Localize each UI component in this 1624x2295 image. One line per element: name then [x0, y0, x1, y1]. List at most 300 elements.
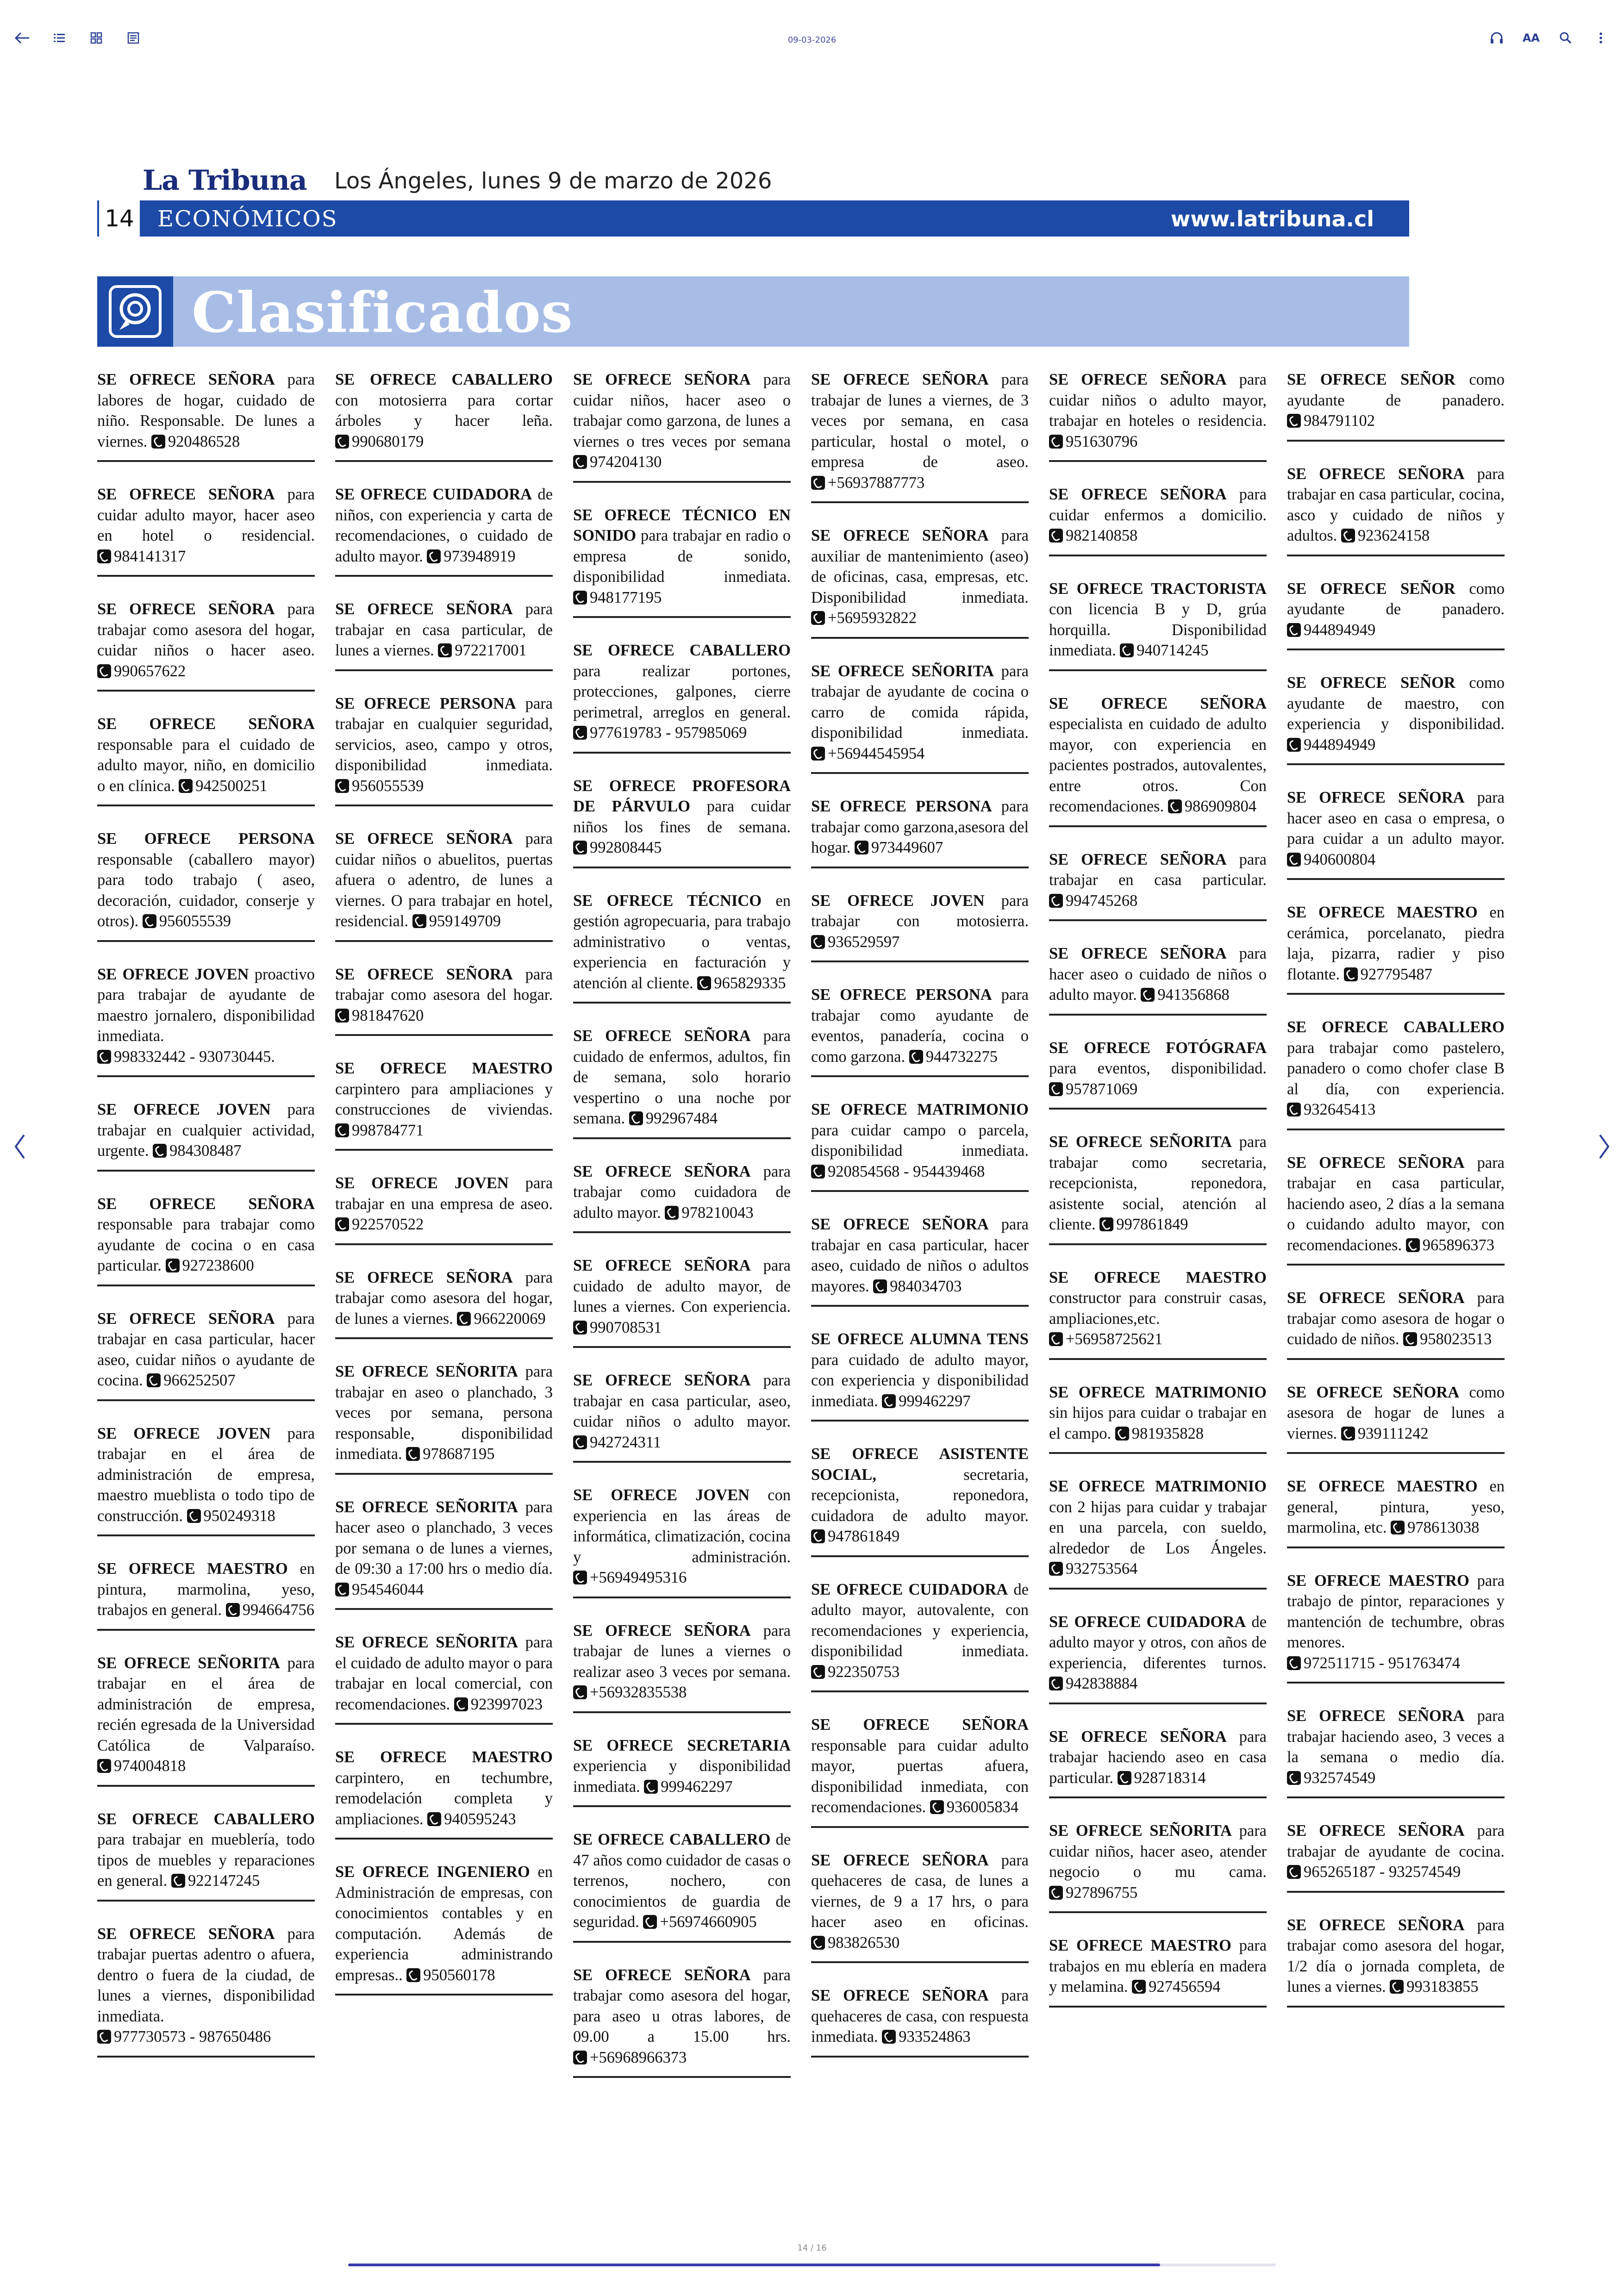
- ad-phone[interactable]: [335, 1122, 424, 1139]
- ad-body: para trabajar en casa particular, hacer aseo, cuidar niños o ayudante de cocina.: [97, 1310, 315, 1389]
- ad-phone[interactable]: [1344, 966, 1432, 983]
- ad-heading: SE OFRECE SEÑOR: [1287, 674, 1455, 692]
- ad-body: para trabajar en aseo o planchado, 3 veces por semana, persona responsable, disponibilidad inmediata.: [335, 1363, 553, 1463]
- ad-body: para cuidado de enfermos, adultos, fin de semana, solo horario vespertino o una noche por semana.: [573, 1027, 791, 1127]
- ad-phone[interactable]: [1115, 1425, 1204, 1442]
- ad-body: con licencia B y D, grúa horquilla. Disponibilidad inmediata.: [1049, 600, 1267, 659]
- ad-phone[interactable]: [873, 1278, 962, 1295]
- phone-icon: [1390, 1980, 1404, 1994]
- phone-icon: [97, 549, 111, 563]
- phone-number: 958023513: [1420, 1330, 1492, 1348]
- ad-text: [97, 829, 315, 932]
- phone-number: 950560178: [423, 1966, 495, 1984]
- phone-number: 990680179: [352, 432, 424, 450]
- ad-phone[interactable]: [573, 2049, 687, 2066]
- phone-icon: [811, 747, 825, 761]
- ad-phone[interactable]: [1403, 1330, 1492, 1348]
- ad-phone[interactable]: [811, 1934, 899, 1952]
- classified-ad: [335, 366, 553, 462]
- classified-ad: [811, 657, 1029, 774]
- phone-icon: [1049, 435, 1063, 449]
- phone-icon: [1049, 529, 1063, 543]
- phone-icon: [143, 914, 156, 928]
- ad-phone[interactable]: [573, 724, 747, 742]
- classified-ad: [1049, 1264, 1267, 1360]
- ad-body: en Administración de empresas, con conocimientos contables y en computación. Además de experiencia administrando empresas..: [335, 1863, 553, 1984]
- ad-phone[interactable]: [1287, 736, 1375, 754]
- ad-phone[interactable]: [151, 433, 240, 450]
- ad-text: [1049, 1038, 1267, 1100]
- ad-text: [811, 1214, 1029, 1297]
- ad-phone[interactable]: [97, 1757, 186, 1775]
- ad-body: responsable para trabajar como ayudante de cocina o en casa particular.: [97, 1216, 315, 1274]
- ad-body: para trabajar como cuidadora de adulto mayor.: [573, 1162, 791, 1222]
- ad-phone[interactable]: [697, 974, 786, 992]
- classified-ad: [811, 522, 1029, 639]
- ad-text: [335, 693, 553, 797]
- phone-icon: [1115, 1427, 1129, 1441]
- ad-phone[interactable]: [855, 839, 943, 856]
- ad-body: como ayudante de panadero.: [1287, 580, 1505, 618]
- ad-heading: SE OFRECE SEÑORA: [1049, 850, 1227, 868]
- classified-ad: [811, 1096, 1029, 1192]
- phone-icon: [1287, 623, 1301, 637]
- ad-phone[interactable]: [438, 642, 526, 659]
- ad-text: [1049, 1476, 1267, 1579]
- phone-icon: [97, 1759, 111, 1773]
- phone-number: 994745268: [1066, 892, 1138, 910]
- ad-body: como asesora de hogar de lunes a viernes.: [1287, 1383, 1505, 1442]
- ad-phone[interactable]: [1287, 1769, 1375, 1787]
- ad-text: [811, 525, 1029, 629]
- classified-ad: [335, 825, 553, 942]
- ad-phone[interactable]: [143, 912, 231, 930]
- phone-number: 974204130: [590, 453, 662, 471]
- classified-ad: [97, 710, 315, 806]
- classified-ad: [1287, 575, 1505, 651]
- classified-ad: [335, 1169, 553, 1245]
- ad-text: [335, 1747, 553, 1829]
- ad-body: para cuidar enfermos a domicilio.: [1049, 486, 1267, 524]
- ad-text: [1287, 1821, 1505, 1883]
- phone-number: 944894949: [1304, 736, 1376, 754]
- ad-phone[interactable]: [1406, 1236, 1494, 1254]
- phone-icon: [1344, 967, 1358, 981]
- ad-body: en gestión agropecuaria, para trabajo administrativo o ventas, experiencia en facturación y atención al cliente.: [573, 892, 791, 992]
- ad-phone[interactable]: [573, 589, 662, 606]
- classified-ad: [1287, 669, 1505, 765]
- ad-body: para trabajar como ayudante de eventos, panadería, cocina o como garzona.: [811, 986, 1029, 1066]
- ad-text: [335, 829, 553, 932]
- ad-body: para cuidar niños, hacer aseo o trabajar como garzona, de lunes a viernes o tres veces por semana: [573, 371, 791, 450]
- phone-icon: [882, 2030, 896, 2044]
- phone-number: 927795487: [1360, 965, 1432, 983]
- phone-number: +56944545954: [828, 744, 925, 762]
- ad-phone[interactable]: [882, 2028, 970, 2046]
- classified-ad: [97, 1555, 315, 1631]
- clasificados-banner: [97, 276, 1409, 347]
- ad-phone[interactable]: [427, 548, 515, 565]
- classified-ad: [811, 366, 1029, 503]
- ad-phone[interactable]: [406, 1966, 495, 1984]
- ad-phone[interactable]: [97, 1048, 275, 1066]
- ad-heading: SE OFRECE SEÑORA: [335, 1268, 513, 1286]
- page-number: 14: [97, 200, 140, 237]
- ad-heading: SE OFRECE SEÑORITA: [1049, 1822, 1232, 1840]
- phone-icon: [909, 1050, 923, 1064]
- ad-phone[interactable]: [665, 1204, 753, 1222]
- ad-phone[interactable]: [335, 1581, 424, 1598]
- ad-phone[interactable]: [573, 1684, 687, 1701]
- ad-heading: SE OFRECE SEÑORA: [573, 1162, 751, 1180]
- ad-text: [811, 1715, 1029, 1818]
- website-url: www.latribuna.cl: [1170, 206, 1374, 231]
- phone-icon: [811, 1936, 825, 1950]
- classified-ad: [1287, 1378, 1505, 1454]
- phone-number: 965265187 - 932574549: [1304, 1863, 1461, 1881]
- phone-number: 928718314: [1134, 1769, 1206, 1787]
- classified-ad: [97, 1920, 315, 2058]
- phone-icon: [335, 435, 349, 449]
- ad-phone[interactable]: [179, 777, 267, 795]
- phone-icon: [1391, 1521, 1405, 1534]
- phone-number: 954546044: [352, 1580, 424, 1598]
- ad-heading: SE OFRECE JOVEN: [97, 1424, 271, 1442]
- phone-icon: [1287, 738, 1301, 752]
- phone-icon: [147, 1373, 161, 1387]
- ad-phone[interactable]: [811, 1663, 899, 1681]
- ad-phone[interactable]: [573, 453, 662, 471]
- phone-icon: [1341, 1427, 1355, 1441]
- ad-body: proactivo para trabajar de ayudante de maestro jornalero, disponibilidad inmediata.: [97, 965, 315, 1045]
- phone-icon: [573, 1685, 587, 1699]
- ad-column: [811, 366, 1029, 2076]
- ad-heading: SE OFRECE MAESTRO: [335, 1060, 553, 1077]
- phone-number: 972217001: [455, 642, 527, 659]
- ad-body: para trabajar en casa particular, de lunes a viernes.: [335, 600, 553, 659]
- ad-phone[interactable]: [811, 1528, 899, 1545]
- classified-ad: [811, 1982, 1029, 2058]
- ad-phone[interactable]: [1287, 1863, 1461, 1881]
- phone-number: 927896755: [1066, 1883, 1138, 1902]
- previous-page-arrow-icon[interactable]: [10, 1130, 29, 1163]
- ad-body: secretaria, recepcionista, reponedora, cuidadora de adulto mayor.: [811, 1466, 1029, 1525]
- ad-phone[interactable]: [1287, 412, 1375, 430]
- classified-ad: [335, 1264, 553, 1340]
- ad-text: [1287, 1915, 1505, 1997]
- ad-heading: SE OFRECE SEÑORA: [335, 830, 513, 848]
- ad-body: para trabajar en casa particular, aseo, cuidar niños o adulto mayor.: [573, 1372, 791, 1430]
- classified-ad: [335, 1628, 553, 1725]
- ad-phone[interactable]: [335, 433, 424, 450]
- ad-phone[interactable]: [457, 1310, 545, 1328]
- ad-text: [811, 1850, 1029, 1953]
- phone-number: 944894949: [1304, 621, 1376, 639]
- ad-column: [1049, 366, 1267, 2026]
- ad-body: carpintero para ampliaciones y construcciones de viviendas.: [335, 1080, 553, 1118]
- classified-ad: [97, 1096, 315, 1172]
- ad-text: [97, 1924, 315, 2047]
- ad-phone[interactable]: [1341, 527, 1430, 544]
- phone-icon: [573, 1435, 587, 1449]
- ad-phone[interactable]: [1099, 1216, 1188, 1233]
- ad-phone[interactable]: [454, 1696, 543, 1713]
- ad-heading: SE OFRECE SEÑORA: [811, 371, 989, 388]
- phone-number: 973449607: [871, 839, 943, 856]
- ad-phone[interactable]: [1049, 1330, 1162, 1348]
- ad-heading: SE OFRECE JOVEN: [335, 1174, 509, 1192]
- ad-body: para trabajar de ayudante de cocina o carro de comida rápida, disponibilidad inmediata.: [811, 662, 1029, 742]
- classified-ad: [1287, 460, 1505, 556]
- ad-body: para trabajar en cualquier actividad, urgente.: [97, 1101, 315, 1160]
- classified-ad: [573, 1158, 791, 1234]
- phone-number: 981935828: [1131, 1424, 1204, 1442]
- classified-ad: [1287, 1911, 1505, 2008]
- classified-ad: [1049, 1932, 1267, 2008]
- ad-heading: SE OFRECE SEÑORA: [811, 1851, 989, 1869]
- ad-phone[interactable]: [811, 1163, 985, 1180]
- phone-number: 966252507: [163, 1372, 236, 1389]
- ad-heading: SE OFRECE SEÑORA: [97, 600, 275, 618]
- ad-phone[interactable]: [811, 933, 899, 951]
- classified-ad: [97, 595, 315, 692]
- classified-ad: [811, 1576, 1029, 1693]
- phone-icon: [643, 1915, 657, 1929]
- ad-body: para trabajos en mu eblería en madera y melamina.: [1049, 1937, 1267, 1996]
- ad-phone[interactable]: [1287, 1654, 1460, 1672]
- ad-phone[interactable]: [1287, 1101, 1375, 1118]
- phone-icon: [1287, 1771, 1301, 1785]
- ad-text: [1287, 787, 1505, 870]
- ad-text: [335, 1632, 553, 1715]
- ad-text: [97, 1423, 315, 1527]
- more-options-icon[interactable]: [1592, 29, 1610, 47]
- ad-phone[interactable]: [97, 548, 186, 565]
- ad-phone[interactable]: [1391, 1519, 1479, 1536]
- ad-body: para trabajar en casa particular, hacer aseo, cuidado de niños o adultos mayores.: [811, 1216, 1029, 1295]
- ad-heading: SE OFRECE CABALLERO: [573, 642, 791, 659]
- ad-phone[interactable]: [811, 609, 917, 627]
- ad-body: para cuidar niños los fines de semana.: [573, 798, 791, 836]
- classified-ad: [573, 1961, 791, 2078]
- ad-phone[interactable]: [1049, 892, 1137, 910]
- search-icon[interactable]: [1556, 29, 1575, 47]
- ad-phone[interactable]: [629, 1110, 718, 1127]
- ad-text: [573, 1370, 791, 1453]
- ad-heading: SE OFRECE SEÑORA: [1287, 1289, 1465, 1307]
- ad-body: para trabajar en cualquier seguridad, servicios, aseo, campo y otros, disponibilidad inmediata.: [335, 694, 553, 774]
- ad-body: para cuidar niños, hacer aseo, atender negocio o mu cama.: [1049, 1822, 1267, 1881]
- ad-text: [573, 1255, 791, 1338]
- text-size-icon[interactable]: [1523, 29, 1540, 47]
- ad-phone[interactable]: [171, 1872, 260, 1890]
- ad-phone[interactable]: [811, 474, 924, 492]
- phone-number: 977619783 - 957985069: [590, 724, 747, 742]
- ad-heading: SE OFRECE SEÑORITA: [97, 1654, 280, 1672]
- ad-phone[interactable]: [573, 1569, 687, 1586]
- ad-body: para trabajar como secretaria, recepcionista, reponedora, asistente social, atención al cliente.: [1049, 1133, 1267, 1233]
- ad-body: para trabajo de pintor, reparaciones y mantención de techumbre, obras menores.: [1287, 1572, 1505, 1651]
- phone-icon: [171, 1874, 185, 1888]
- ad-heading: SE OFRECE MAESTRO: [1287, 1478, 1478, 1495]
- ad-body: responsable para cuidar adulto mayor, puertas afuera, disponibilidad inmediata, con recomendaciones.: [811, 1736, 1029, 1816]
- ad-phone[interactable]: [1390, 1978, 1478, 1996]
- phone-icon: [573, 2051, 587, 2064]
- classified-ad: [97, 480, 315, 577]
- phone-number: 942500251: [195, 777, 268, 795]
- ad-phone[interactable]: [1141, 986, 1229, 1004]
- phone-icon: [1403, 1332, 1417, 1346]
- ad-phone[interactable]: [166, 1257, 254, 1274]
- ad-body: para trabajar haciendo aseo en casa particular.: [1049, 1727, 1267, 1787]
- ad-heading: SE OFRECE PERSONA: [97, 830, 315, 848]
- ad-phone[interactable]: [335, 777, 424, 795]
- phone-number: 947861849: [828, 1528, 900, 1545]
- ad-phone[interactable]: [1287, 621, 1375, 639]
- phone-number: 974004818: [114, 1757, 186, 1775]
- ad-text: [97, 1653, 315, 1777]
- ad-phone[interactable]: [153, 1142, 241, 1160]
- ad-phone[interactable]: [1049, 433, 1137, 450]
- ad-text: [573, 1161, 791, 1223]
- ad-phone[interactable]: [882, 1392, 970, 1410]
- phone-number: 966220069: [474, 1310, 546, 1328]
- phone-icon: [335, 1009, 349, 1023]
- ad-phone[interactable]: [1118, 1769, 1206, 1787]
- ad-body: para trabajar como asesora del hogar, para aseo u otras labores, de 09.00 a 15.00 hrs.: [573, 1966, 791, 2046]
- ad-heading: SE OFRECE SEÑORA: [573, 1027, 751, 1045]
- classified-ad: [1287, 1013, 1505, 1130]
- ad-text: [335, 599, 553, 661]
- ad-phone[interactable]: [1341, 1425, 1429, 1442]
- phone-icon: [1120, 643, 1134, 657]
- ad-heading: SE OFRECE MATRIMONIO: [811, 1101, 1029, 1118]
- ad-text: [97, 714, 315, 796]
- ad-phone[interactable]: [1168, 798, 1256, 815]
- ad-body: para hacer aseo en casa o empresa, o para cuidar a un adulto mayor.: [1287, 789, 1505, 848]
- phone-icon: [179, 779, 193, 793]
- ad-phone[interactable]: [1132, 1978, 1220, 1996]
- ad-heading: SE OFRECE SEÑORITA: [811, 662, 994, 680]
- phone-number: 942724311: [590, 1433, 661, 1451]
- ad-phone[interactable]: [573, 839, 662, 856]
- phone-icon: [644, 1780, 658, 1794]
- ad-body: de adulto mayor, autovalente, con recomendaciones y experiencia, disponibilidad inmediata.: [811, 1580, 1029, 1660]
- ad-phone[interactable]: [644, 1778, 732, 1796]
- ad-phone[interactable]: [930, 1798, 1018, 1816]
- ad-phone[interactable]: [1049, 1675, 1137, 1692]
- ad-phone[interactable]: [147, 1372, 235, 1389]
- phone-icon: [930, 1800, 944, 1814]
- ad-text: [335, 1497, 553, 1600]
- ad-phone[interactable]: [335, 1007, 424, 1024]
- classified-ad: [335, 1054, 553, 1151]
- ad-phone[interactable]: [643, 1913, 756, 1931]
- phone-icon: [1049, 1562, 1063, 1576]
- ad-body: para trabajar de ayudante de cocina.: [1287, 1822, 1505, 1860]
- classified-ad: [335, 960, 553, 1036]
- phone-number: +56932835538: [590, 1684, 687, 1701]
- ad-body: para trabajar como pastelero, panadero o como chofer clase B al día, con experiencia.: [1287, 1039, 1505, 1098]
- phone-icon: [855, 841, 868, 854]
- classified-ad: [1049, 1128, 1267, 1245]
- ad-phone[interactable]: [406, 1445, 494, 1463]
- ad-phone[interactable]: [909, 1048, 998, 1066]
- ad-text: [97, 1559, 315, 1621]
- phone-number: 941356868: [1157, 986, 1230, 1004]
- ad-body: para cuidar niños o adulto mayor, trabajar en hoteles o residencia.: [1049, 371, 1267, 430]
- phone-number: 956055539: [352, 777, 424, 795]
- next-page-arrow-icon[interactable]: [1595, 1130, 1614, 1163]
- ad-phone[interactable]: [335, 1216, 424, 1233]
- ad-text: [97, 484, 315, 567]
- ad-phone[interactable]: [97, 2028, 271, 2046]
- ad-body: de adulto mayor y otros, con años de experiencia, diferentes turnos.: [1049, 1613, 1267, 1672]
- ad-text: [1049, 1382, 1267, 1444]
- ad-phone[interactable]: [97, 662, 186, 680]
- ad-heading: SE OFRECE MAESTRO: [1287, 904, 1478, 921]
- ad-phone[interactable]: [427, 1810, 516, 1828]
- headphones-icon[interactable]: [1487, 29, 1506, 47]
- ad-heading: SE OFRECE SEÑORA: [1049, 694, 1267, 712]
- phone-icon: [1049, 894, 1063, 908]
- phone-icon: [1287, 1656, 1301, 1670]
- phone-icon: [573, 591, 587, 605]
- phone-number: 942838884: [1066, 1675, 1138, 1692]
- phone-number: 959149709: [429, 912, 501, 930]
- ad-phone[interactable]: [1120, 642, 1208, 659]
- ad-body: responsable para el cuidado de adulto mayor, niño, en domicilio o en clínica.: [97, 736, 315, 795]
- ad-phone[interactable]: [573, 1434, 661, 1451]
- ad-text: [573, 1621, 791, 1703]
- classified-ad: [573, 1481, 791, 1598]
- phone-number: 983826530: [828, 1933, 900, 1952]
- ad-heading: SE OFRECE TÉCNICO: [573, 892, 762, 910]
- ad-phone[interactable]: [1049, 527, 1137, 544]
- phone-icon: [697, 976, 711, 990]
- ad-text: [811, 661, 1029, 764]
- reading-progress-bar[interactable]: [348, 2264, 1276, 2266]
- ad-heading: SE OFRECE MAESTRO: [335, 1748, 553, 1766]
- phone-number: 950249318: [203, 1507, 275, 1525]
- ad-phone[interactable]: [1049, 1884, 1137, 1902]
- phone-icon: [438, 643, 452, 657]
- classified-ad: [97, 1190, 315, 1286]
- classified-ad: [1049, 846, 1267, 922]
- ad-phone[interactable]: [573, 1319, 662, 1336]
- ad-phone[interactable]: [226, 1601, 314, 1619]
- ad-text: [1287, 1706, 1505, 1788]
- ad-text: [573, 1829, 791, 1933]
- phone-icon: [454, 1697, 468, 1711]
- ad-phone[interactable]: [1049, 1080, 1137, 1098]
- phone-number: 940595243: [444, 1810, 516, 1828]
- ad-text: [573, 1735, 791, 1797]
- ad-text: [1049, 579, 1267, 661]
- ad-phone[interactable]: [187, 1507, 275, 1525]
- ad-phone[interactable]: [811, 745, 924, 762]
- phone-number: 992808445: [590, 839, 662, 856]
- ad-heading: SE OFRECE SEÑORA: [1049, 371, 1227, 388]
- phone-icon: [335, 1217, 349, 1231]
- ad-phone[interactable]: [412, 912, 501, 930]
- ad-phone[interactable]: [1049, 1560, 1137, 1578]
- ad-phone[interactable]: [1287, 851, 1375, 868]
- ad-heading: SE OFRECE MAESTRO: [1049, 1937, 1231, 1954]
- phone-number: 965829335: [714, 974, 786, 992]
- ad-heading: SE OFRECE SEÑORITA: [335, 1498, 518, 1516]
- phone-number: 978210043: [681, 1204, 754, 1222]
